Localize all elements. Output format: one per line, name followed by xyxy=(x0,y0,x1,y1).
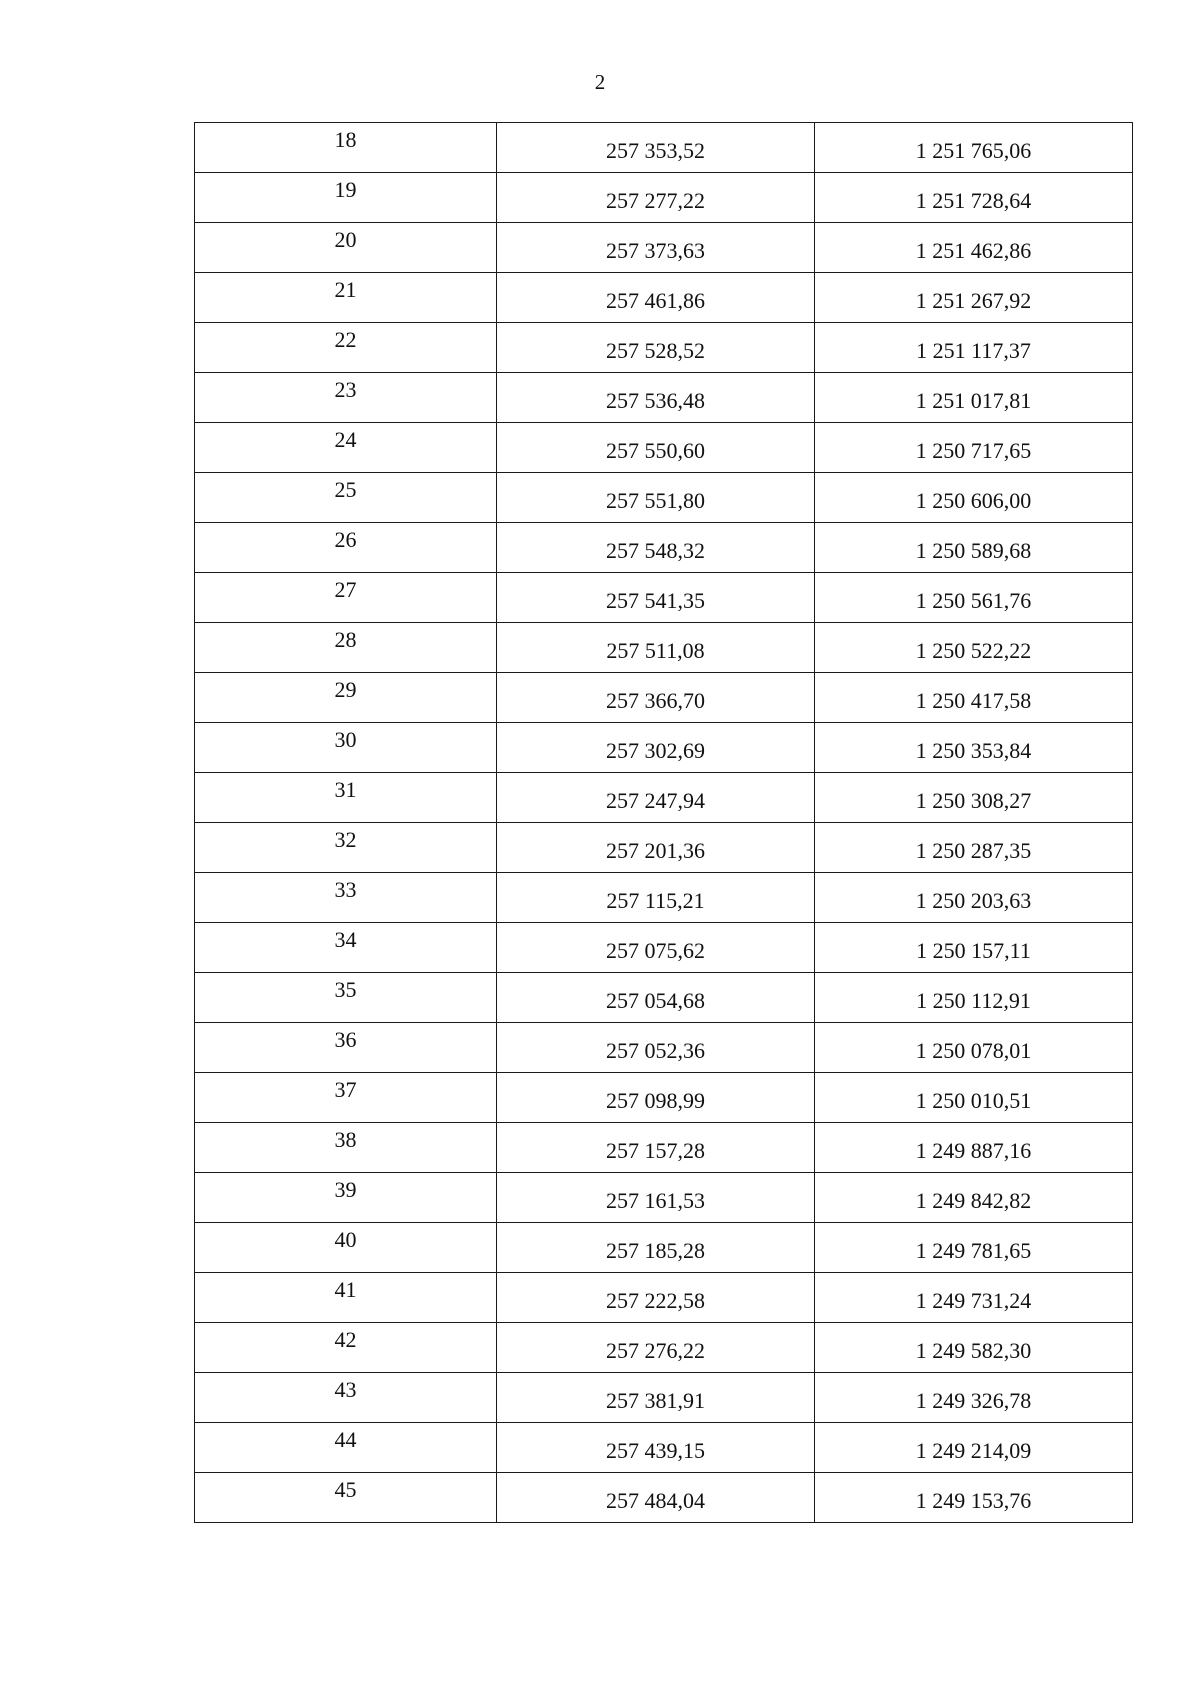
y-coordinate-cell: 1 250 308,27 xyxy=(815,773,1133,823)
table-row xyxy=(195,623,1133,673)
point-number-cell: 36 xyxy=(195,1023,497,1073)
y-coordinate-cell: 1 249 214,09 xyxy=(815,1423,1133,1473)
point-number-cell: 39 xyxy=(195,1173,497,1223)
x-coordinate-cell: 257 528,52 xyxy=(497,323,815,373)
table-row xyxy=(195,573,1133,623)
table-row xyxy=(195,1223,1133,1273)
point-number-cell: 25 xyxy=(195,473,497,523)
y-coordinate-cell: 1 251 728,64 xyxy=(815,173,1133,223)
point-number-cell: 27 xyxy=(195,573,497,623)
point-number-cell: 41 xyxy=(195,1273,497,1323)
x-coordinate-cell: 257 052,36 xyxy=(497,1023,815,1073)
y-coordinate-cell: 1 249 326,78 xyxy=(815,1373,1133,1423)
x-coordinate-cell: 257 439,15 xyxy=(497,1423,815,1473)
y-coordinate-cell: 1 250 010,51 xyxy=(815,1073,1133,1123)
x-coordinate-cell: 257 484,04 xyxy=(497,1473,815,1523)
point-number-cell: 24 xyxy=(195,423,497,473)
table-row xyxy=(195,423,1133,473)
point-number-cell: 38 xyxy=(195,1123,497,1173)
x-coordinate-cell: 257 353,52 xyxy=(497,123,815,173)
point-number-cell: 28 xyxy=(195,623,497,673)
x-coordinate-cell: 257 550,60 xyxy=(497,423,815,473)
table-row xyxy=(195,1173,1133,1223)
x-coordinate-cell: 257 185,28 xyxy=(497,1223,815,1273)
y-coordinate-cell: 1 250 417,58 xyxy=(815,673,1133,723)
point-number-cell: 43 xyxy=(195,1373,497,1423)
table-row xyxy=(195,873,1133,923)
table-row xyxy=(195,723,1133,773)
y-coordinate-cell: 1 250 157,11 xyxy=(815,923,1133,973)
y-coordinate-cell: 1 250 112,91 xyxy=(815,973,1133,1023)
x-coordinate-cell: 257 054,68 xyxy=(497,973,815,1023)
point-number-cell: 30 xyxy=(195,723,497,773)
table-row xyxy=(195,123,1133,173)
point-number-cell: 19 xyxy=(195,173,497,223)
y-coordinate-cell: 1 250 522,22 xyxy=(815,623,1133,673)
x-coordinate-cell: 257 541,35 xyxy=(497,573,815,623)
table-row xyxy=(195,1423,1133,1473)
y-coordinate-cell: 1 251 267,92 xyxy=(815,273,1133,323)
y-coordinate-cell: 1 250 203,63 xyxy=(815,873,1133,923)
x-coordinate-cell: 257 461,86 xyxy=(497,273,815,323)
table-row xyxy=(195,323,1133,373)
point-number-cell: 33 xyxy=(195,873,497,923)
point-number-cell: 37 xyxy=(195,1073,497,1123)
page-number: 2 xyxy=(594,70,606,94)
x-coordinate-cell: 257 157,28 xyxy=(497,1123,815,1173)
x-coordinate-cell: 257 551,80 xyxy=(497,473,815,523)
x-coordinate-cell: 257 098,99 xyxy=(497,1073,815,1123)
table-row xyxy=(195,223,1133,273)
x-coordinate-cell: 257 366,70 xyxy=(497,673,815,723)
x-coordinate-cell: 257 115,21 xyxy=(497,873,815,923)
point-number-cell: 21 xyxy=(195,273,497,323)
y-coordinate-cell: 1 249 887,16 xyxy=(815,1123,1133,1173)
point-number-cell: 40 xyxy=(195,1223,497,1273)
table-row xyxy=(195,773,1133,823)
coordinates-table-body xyxy=(195,123,1133,1523)
table-row xyxy=(195,273,1133,323)
y-coordinate-cell: 1 250 353,84 xyxy=(815,723,1133,773)
table-row xyxy=(195,1373,1133,1423)
x-coordinate-cell: 257 276,22 xyxy=(497,1323,815,1373)
point-number-cell: 34 xyxy=(195,923,497,973)
table-row xyxy=(195,1273,1133,1323)
point-number-cell: 45 xyxy=(195,1473,497,1523)
x-coordinate-cell: 257 277,22 xyxy=(497,173,815,223)
point-number-cell: 29 xyxy=(195,673,497,723)
table-row xyxy=(195,373,1133,423)
point-number-cell: 42 xyxy=(195,1323,497,1373)
x-coordinate-cell: 257 536,48 xyxy=(497,373,815,423)
x-coordinate-cell: 257 381,91 xyxy=(497,1373,815,1423)
x-coordinate-cell: 257 373,63 xyxy=(497,223,815,273)
y-coordinate-cell: 1 249 153,76 xyxy=(815,1473,1133,1523)
y-coordinate-cell: 1 250 606,00 xyxy=(815,473,1133,523)
x-coordinate-cell: 257 247,94 xyxy=(497,773,815,823)
x-coordinate-cell: 257 201,36 xyxy=(497,823,815,873)
y-coordinate-cell: 1 250 561,76 xyxy=(815,573,1133,623)
y-coordinate-cell: 1 250 287,35 xyxy=(815,823,1133,873)
point-number-cell: 26 xyxy=(195,523,497,573)
table-row xyxy=(195,1123,1133,1173)
point-number-cell: 18 xyxy=(195,123,497,173)
table-row xyxy=(195,923,1133,973)
y-coordinate-cell: 1 251 017,81 xyxy=(815,373,1133,423)
y-coordinate-cell: 1 251 765,06 xyxy=(815,123,1133,173)
point-number-cell: 22 xyxy=(195,323,497,373)
x-coordinate-cell: 257 302,69 xyxy=(497,723,815,773)
y-coordinate-cell: 1 250 078,01 xyxy=(815,1023,1133,1073)
point-number-cell: 35 xyxy=(195,973,497,1023)
table-row xyxy=(195,973,1133,1023)
table-row xyxy=(195,1473,1133,1523)
table-row xyxy=(195,473,1133,523)
x-coordinate-cell: 257 161,53 xyxy=(497,1173,815,1223)
x-coordinate-cell: 257 511,08 xyxy=(497,623,815,673)
point-number-cell: 31 xyxy=(195,773,497,823)
x-coordinate-cell: 257 222,58 xyxy=(497,1273,815,1323)
y-coordinate-cell: 1 251 462,86 xyxy=(815,223,1133,273)
table-row xyxy=(195,1023,1133,1073)
y-coordinate-cell: 1 251 117,37 xyxy=(815,323,1133,373)
y-coordinate-cell: 1 249 582,30 xyxy=(815,1323,1133,1373)
y-coordinate-cell: 1 249 842,82 xyxy=(815,1173,1133,1223)
point-number-cell: 23 xyxy=(195,373,497,423)
x-coordinate-cell: 257 548,32 xyxy=(497,523,815,573)
table-row xyxy=(195,1323,1133,1373)
y-coordinate-cell: 1 250 717,65 xyxy=(815,423,1133,473)
table-row xyxy=(195,823,1133,873)
point-number-cell: 20 xyxy=(195,223,497,273)
y-coordinate-cell: 1 249 731,24 xyxy=(815,1273,1133,1323)
table-row xyxy=(195,173,1133,223)
x-coordinate-cell: 257 075,62 xyxy=(497,923,815,973)
table-row xyxy=(195,673,1133,723)
point-number-cell: 44 xyxy=(195,1423,497,1473)
table-row xyxy=(195,1073,1133,1123)
y-coordinate-cell: 1 249 781,65 xyxy=(815,1223,1133,1273)
coordinates-table xyxy=(194,122,1133,1523)
point-number-cell: 32 xyxy=(195,823,497,873)
y-coordinate-cell: 1 250 589,68 xyxy=(815,523,1133,573)
table-row xyxy=(195,523,1133,573)
